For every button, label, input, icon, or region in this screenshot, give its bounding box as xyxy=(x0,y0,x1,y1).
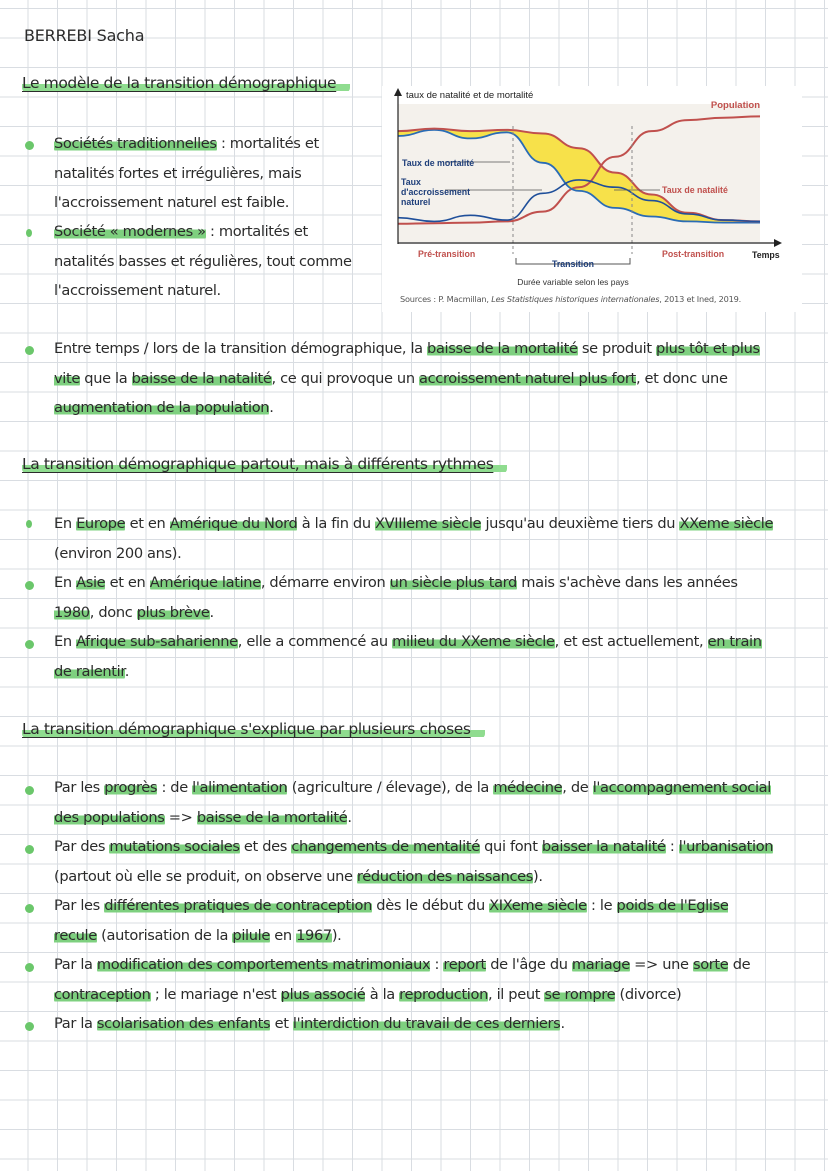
phase-pre-label: Pré-transition xyxy=(418,249,476,259)
s1-bullet-2-text: : mortalités et natalités basses et régulières, tout comme l'accroissement naturel. xyxy=(54,223,352,299)
body-text: et en xyxy=(125,515,170,532)
body-text: . xyxy=(209,603,214,621)
highlighted-text: baisse de la mortalité xyxy=(196,808,348,826)
body-text: Par les xyxy=(54,779,105,796)
body-text: , et donc une xyxy=(635,369,728,387)
chart-sources xyxy=(400,294,741,304)
highlighted-text: progrès xyxy=(104,779,158,796)
body-text: , ce qui provoque un xyxy=(271,369,420,387)
body-text: et xyxy=(270,1015,293,1032)
highlighted-text: médecine xyxy=(493,779,563,796)
body-text: , elle a commencé au xyxy=(237,633,393,650)
body-text: , démarre environ xyxy=(260,574,390,591)
body-text: que la xyxy=(80,369,132,387)
highlighted-text: XXeme siècle xyxy=(679,515,774,532)
body-text: ). xyxy=(331,926,342,944)
body-text: , donc xyxy=(89,603,137,621)
highlighted-text: report xyxy=(443,956,486,973)
highlighted-text: sorte xyxy=(692,956,729,973)
x-axis-label: Temps xyxy=(752,250,780,260)
body-text: En xyxy=(54,633,77,650)
s3-bullet-4 xyxy=(54,950,774,1009)
highlighted-text: l'accompagnement social des populations xyxy=(54,779,771,826)
body-text: de xyxy=(728,956,751,973)
body-text: En xyxy=(54,574,77,591)
s2-bullet-2 xyxy=(54,568,774,627)
body-text: ). xyxy=(533,867,543,885)
body-text: et en xyxy=(105,574,150,591)
s3-bullet-2 xyxy=(54,832,774,891)
body-text: . xyxy=(269,399,274,416)
population-label: Population xyxy=(710,100,760,111)
bullet-dot xyxy=(25,346,34,355)
body-text: : le xyxy=(586,897,617,914)
body-text: => une xyxy=(629,956,693,973)
section1-title-text: Le modèle de la transition démographique xyxy=(22,74,350,92)
body-text: : xyxy=(430,956,444,973)
y-axis-label: taux de natalité et de mortalité xyxy=(406,90,534,101)
s1-bullet-1 xyxy=(54,129,354,218)
growth-label-box xyxy=(401,177,496,213)
body-text: (autorisation de la xyxy=(96,926,233,944)
highlighted-text: plus associé xyxy=(280,985,366,1003)
phase-transition-label: Transition xyxy=(551,259,595,269)
highlighted-text: Asie xyxy=(76,574,106,591)
transition-chart xyxy=(382,86,802,312)
body-text: (divorce) xyxy=(615,985,682,1003)
author-name: BERREBI Sacha xyxy=(24,26,145,45)
natality-label: Taux de natalité xyxy=(662,185,728,195)
highlighted-text: augmentation de la population xyxy=(54,399,270,416)
highlighted-text: Amérique latine xyxy=(149,574,261,591)
body-text: de l'âge du xyxy=(485,956,572,973)
body-text: qui font xyxy=(479,838,542,855)
s3-bullet-1 xyxy=(54,773,774,832)
body-text: à la xyxy=(365,985,400,1003)
s1-paragraph xyxy=(54,334,774,423)
highlighted-text: milieu du XXeme siècle xyxy=(392,633,555,650)
body-text: à la fin du xyxy=(297,515,376,532)
bullet-dot xyxy=(25,845,34,854)
highlighted-text: mutations sociales xyxy=(109,838,240,855)
highlighted-text: plus brève xyxy=(136,603,210,621)
mortality-label: Taux de mortalité xyxy=(402,158,475,168)
body-text: Par la xyxy=(54,956,97,973)
highlighted-text: accroissement naturel plus fort xyxy=(419,369,636,387)
highlighted-text: baisser la natalité xyxy=(541,838,666,855)
phase-post-label: Post-transition xyxy=(662,249,725,259)
highlighted-text: contraception xyxy=(54,985,151,1003)
highlighted-text: plus tôt et plus vite xyxy=(54,340,760,387)
body-text: . xyxy=(347,808,352,826)
highlighted-text: XVIIIeme siècle xyxy=(375,515,482,532)
bullet-dot xyxy=(25,963,34,972)
body-text: jusqu'au deuxième tiers du xyxy=(481,515,680,532)
s1-bullet-1-text: : mortalités et natalités fortes et irrégulières, mais l'accroissement naturel est faible. xyxy=(54,135,319,211)
body-text: ; le mariage n'est xyxy=(150,985,281,1003)
highlighted-text: XIXeme siècle xyxy=(489,897,587,914)
s1-bullet-1-highlight: Sociétés traditionnelles xyxy=(54,135,217,152)
s3-bullet-3 xyxy=(54,891,774,950)
bullet-dot xyxy=(26,229,32,237)
growth-label: Taux d'accroissement naturel xyxy=(401,177,471,207)
highlighted-text: modification des comportements matrimoniaux xyxy=(96,956,431,973)
body-text: : xyxy=(665,838,679,855)
sources-suffix: , 2013 et Ined, 2019. xyxy=(659,294,742,304)
body-text: En xyxy=(54,515,77,532)
bullet-dot xyxy=(25,786,34,795)
body-text: , il peut xyxy=(488,985,545,1003)
highlighted-text: scolarisation des enfants xyxy=(96,1015,271,1032)
section3-title xyxy=(22,720,485,738)
highlighted-text: en train de ralentir xyxy=(54,633,762,680)
chart-svg xyxy=(382,86,802,312)
highlighted-text: reproduction xyxy=(399,985,488,1003)
body-text: , de xyxy=(562,779,593,796)
highlighted-text: différentes pratiques de contraception xyxy=(104,897,373,914)
highlighted-text: pilule xyxy=(232,926,270,944)
body-text: , et est actuellement, xyxy=(554,633,708,650)
highlighted-text: 1967 xyxy=(296,926,332,944)
highlighted-text: un siècle plus tard xyxy=(389,574,517,591)
body-text: Par des xyxy=(54,838,110,855)
body-text: (environ 200 ans). xyxy=(54,544,182,562)
s3-bullet-5 xyxy=(54,1009,774,1039)
sources-title: Les Statistiques historiques internationales xyxy=(491,294,660,304)
highlighted-text: se rompre xyxy=(544,985,616,1003)
body-text: : de xyxy=(157,779,193,796)
bullet-dot xyxy=(25,1022,34,1031)
highlighted-text: baisse de la natalité xyxy=(131,369,272,387)
bullet-dot xyxy=(25,581,34,590)
section2-title-text: La transition démographique partout, mais à différents rythmes xyxy=(22,455,507,473)
bullet-dot xyxy=(25,141,34,150)
s2-bullet-3 xyxy=(54,627,774,686)
body-text: en xyxy=(269,926,297,944)
bullet-dot xyxy=(26,520,32,528)
highlighted-text: mariage xyxy=(571,956,630,973)
body-text: (agriculture / élevage), de la xyxy=(287,779,494,796)
section1-title xyxy=(22,74,350,92)
section2-title xyxy=(22,455,507,473)
highlighted-text: baisse de la mortalité xyxy=(427,340,578,357)
highlighted-text: Europe xyxy=(76,515,126,532)
highlighted-text: réduction des naissances xyxy=(356,867,534,885)
body-text: (partout où elle se produit, on observe une xyxy=(54,867,357,885)
duration-note: Durée variable selon les pays xyxy=(517,277,629,287)
highlighted-text: l'alimentation xyxy=(192,779,288,796)
highlighted-text: poids de l'Eglise recule xyxy=(54,897,729,944)
highlighted-text: l'interdiction du travail de ces derniers xyxy=(292,1015,561,1032)
body-text: Par la xyxy=(54,1015,97,1032)
body-text: Entre temps / lors de la transition démographique, la xyxy=(54,340,428,357)
s1-bullet-2-highlight: Société « modernes » xyxy=(54,223,206,240)
body-text: mais s'achève dans les années xyxy=(516,574,738,591)
body-text: => xyxy=(164,808,197,826)
body-text: dès le début du xyxy=(372,897,490,914)
highlighted-text: 1980 xyxy=(54,603,90,621)
s2-bullet-1 xyxy=(54,509,774,568)
s1-bullet-2 xyxy=(54,217,354,306)
body-text: . xyxy=(124,662,129,680)
highlighted-text: changements de mentalité xyxy=(291,838,480,855)
body-text: se produit xyxy=(577,340,657,357)
body-text: Par les xyxy=(54,897,105,914)
body-text: et des xyxy=(239,838,292,855)
sources-prefix: Sources : P. Macmillan, xyxy=(400,294,492,304)
bullet-dot xyxy=(25,640,34,649)
highlighted-text: l'urbanisation xyxy=(678,838,774,855)
highlighted-text: Afrique sub-saharienne xyxy=(76,633,238,650)
bullet-dot xyxy=(25,904,34,913)
body-text: . xyxy=(560,1015,565,1032)
section3-title-text: La transition démographique s'explique par plusieurs choses xyxy=(22,720,485,738)
highlighted-text: Amérique du Nord xyxy=(169,515,298,532)
